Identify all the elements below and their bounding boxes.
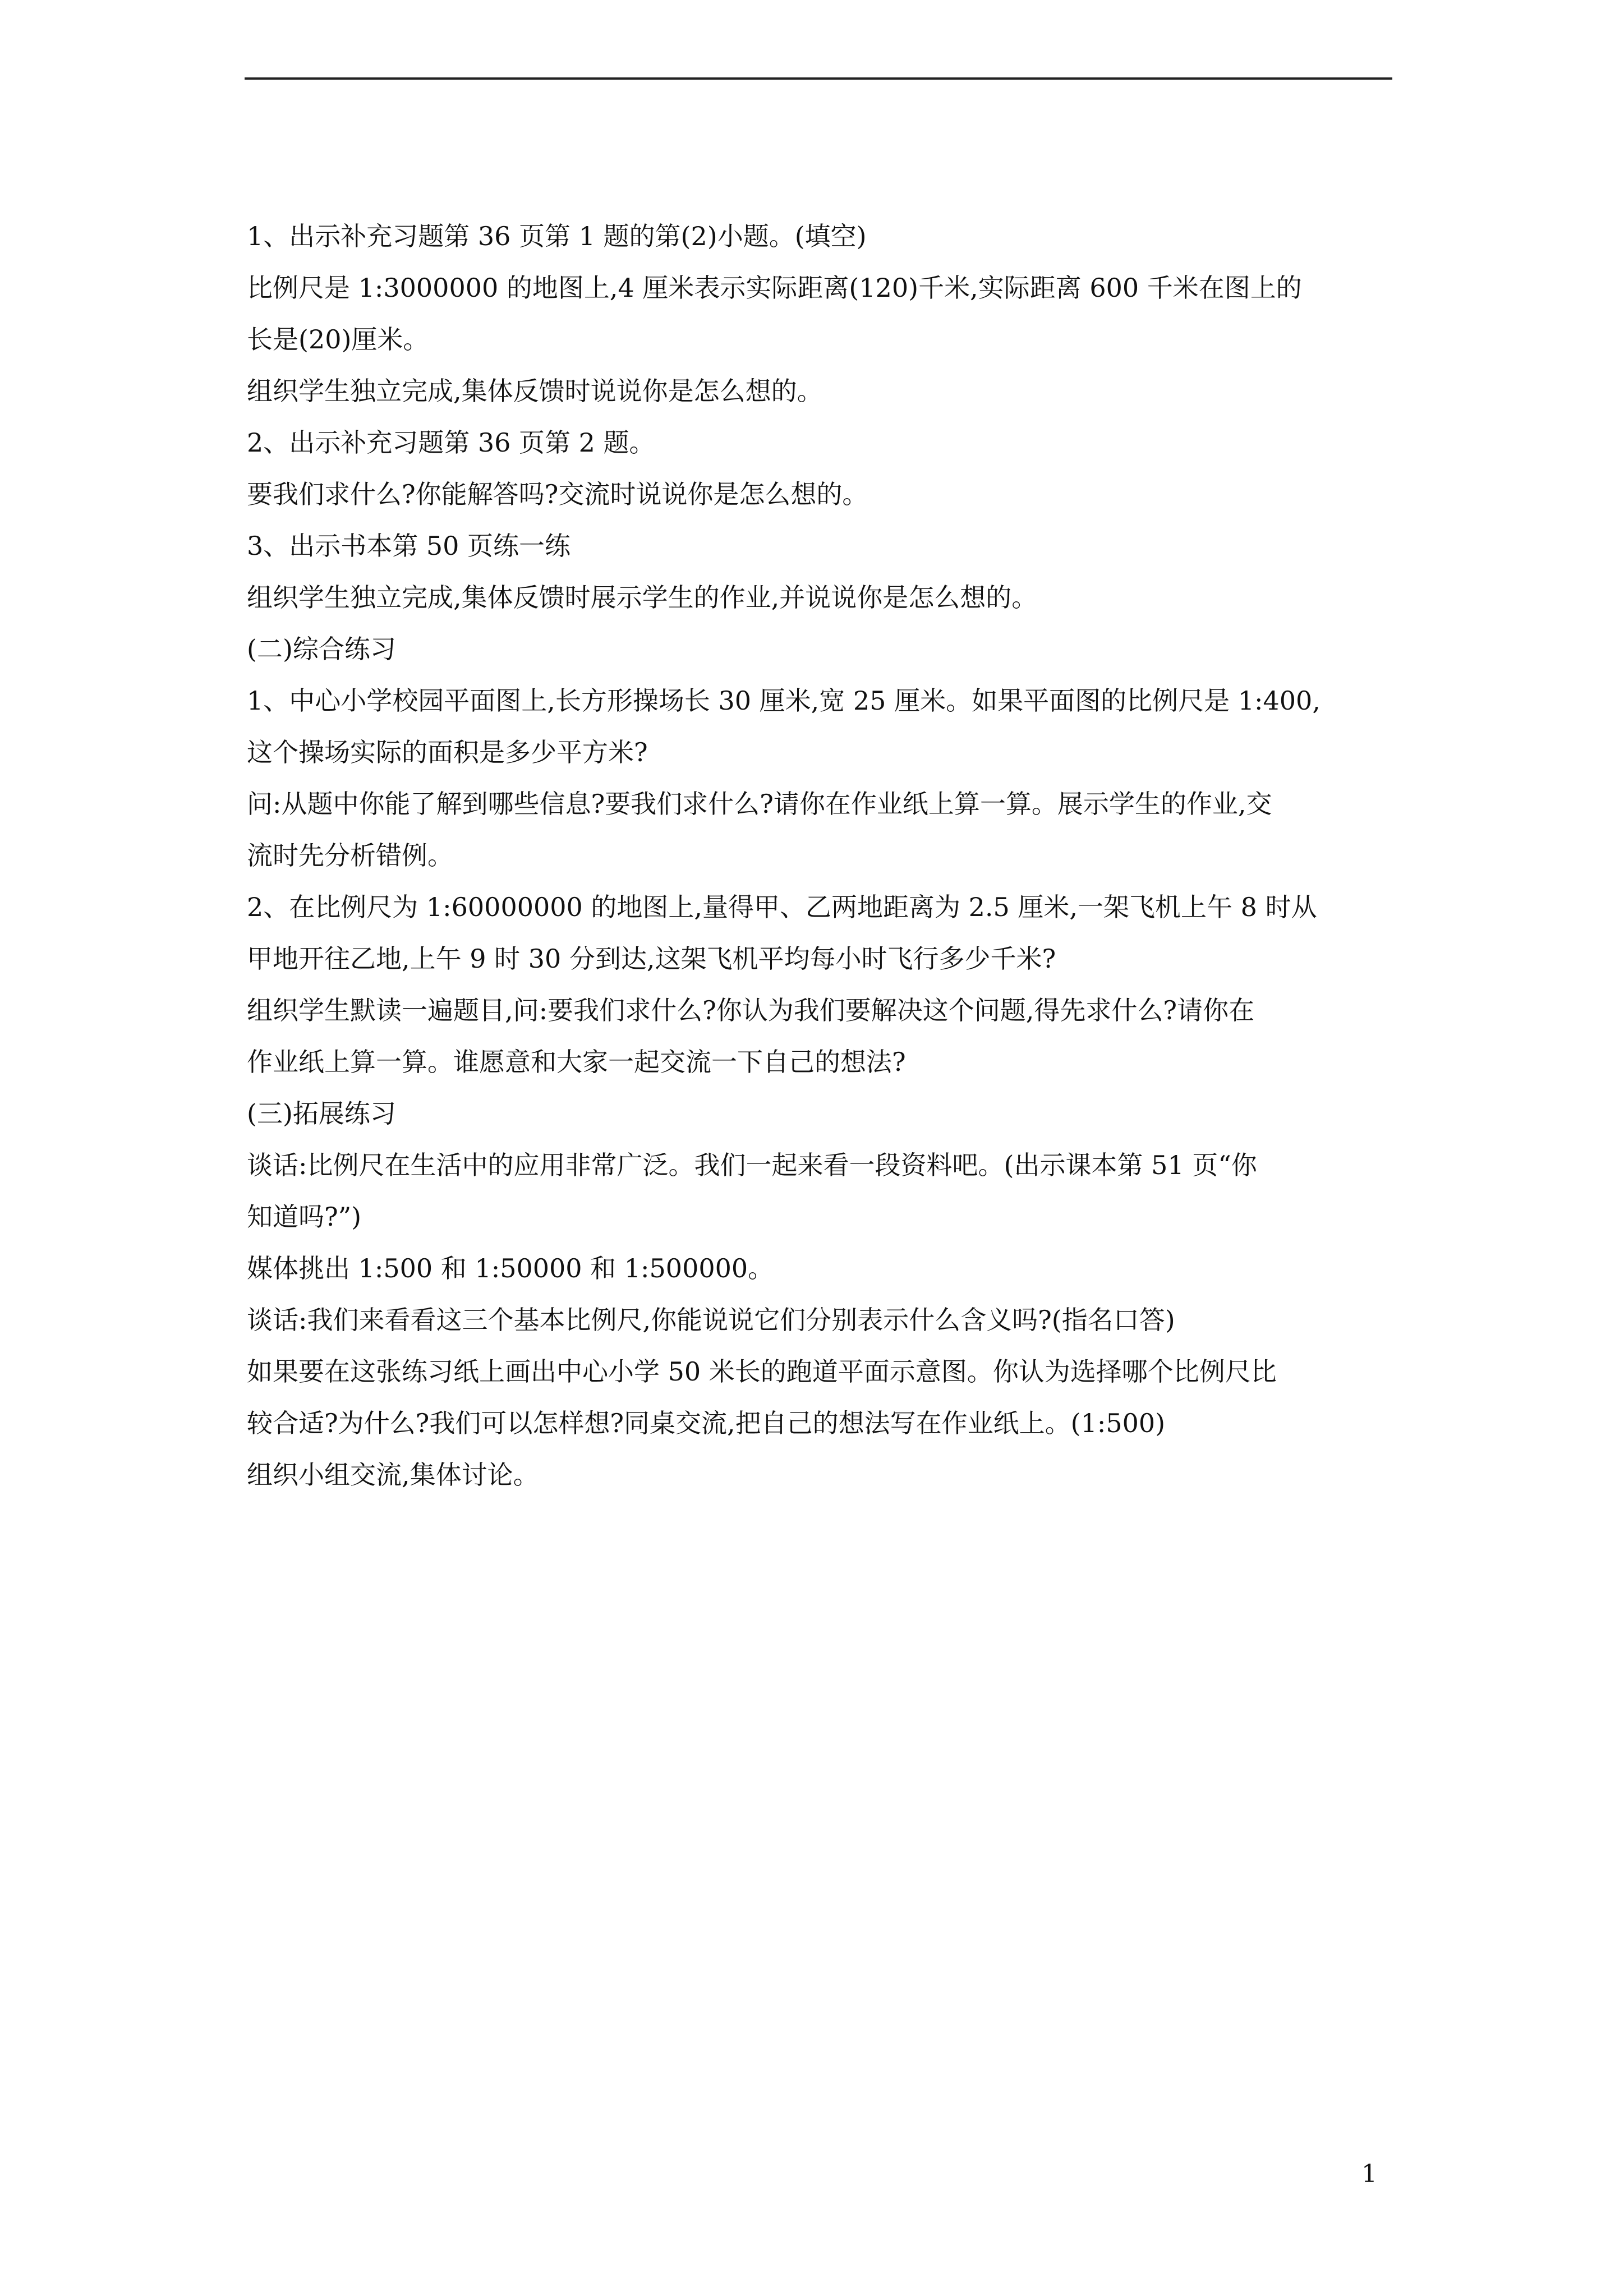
text-line: 媒体挑出 1:500 和 1:50000 和 1:500000。 [247,1253,774,1283]
document-body [247,210,1402,1501]
text-line: 问:从题中你能了解到哪些信息?要我们求什么?请你在作业纸上算一算。展示学生的作业,交 [247,789,1272,819]
text-line: 谈话:我们来看看这三个基本比例尺,你能说说它们分别表示什么含义吗?(指名口答) [247,1305,1175,1335]
text-line: 流时先分析错例。 [247,840,453,871]
text-line: 组织学生默读一遍题目,问:要我们求什么?你认为我们要解决这个问题,得先求什么?请你在 [247,995,1255,1025]
text-line: 组织小组交流,集体讨论。 [247,1460,539,1490]
text-line: 长是(20)厘米。 [247,324,429,355]
text-line: 1、出示补充习题第 36 页第 1 题的第(2)小题。(填空) [247,221,867,251]
section-heading: (二)综合练习 [247,634,396,664]
text-line: 2、在比例尺为 1:60000000 的地图上,量得甲、乙两地距离为 2.5 厘米,一架飞机上午 8 时从 [247,892,1317,922]
text-line: 要我们求什么?你能解答吗?交流时说说你是怎么想的。 [247,479,868,509]
header-rule [245,77,1392,80]
text-line: 比例尺是 1:3000000 的地图上,4 厘米表示实际距离(120)千米,实际距离 600 千米在图上的 [247,273,1302,303]
text-line: 2、出示补充习题第 36 页第 2 题。 [247,427,655,458]
text-line: 如果要在这张练习纸上画出中心小学 50 米长的跑道平面示意图。你认为选择哪个比例尺比 [247,1356,1277,1387]
text-line: 知道吗?”) [247,1202,362,1232]
text-line: 甲地开往乙地,上午 9 时 30 分到达,这架飞机平均每小时飞行多少千米? [247,944,1056,974]
text-line: 这个操场实际的面积是多少平方米? [247,737,648,767]
text-line: 较合适?为什么?我们可以怎样想?同桌交流,把自己的想法写在作业纸上。(1:500) [247,1408,1166,1438]
text-line: 1、中心小学校园平面图上,长方形操场长 30 厘米,宽 25 厘米。如果平面图的比例尺是 1:400, [247,685,1321,716]
text-line: 组织学生独立完成,集体反馈时展示学生的作业,并说说你是怎么想的。 [247,582,1038,613]
page-number: 1 [1361,2160,1377,2188]
text-line: 组织学生独立完成,集体反馈时说说你是怎么想的。 [247,376,823,406]
text-line: 作业纸上算一算。谁愿意和大家一起交流一下自己的想法? [247,1047,906,1077]
text-line: 3、出示书本第 50 页练一练 [247,531,571,561]
section-heading: (三)拓展练习 [247,1098,396,1129]
text-line: 谈话:比例尺在生活中的应用非常广泛。我们一起来看一段资料吧。(出示课本第 51 页“你 [247,1150,1257,1180]
